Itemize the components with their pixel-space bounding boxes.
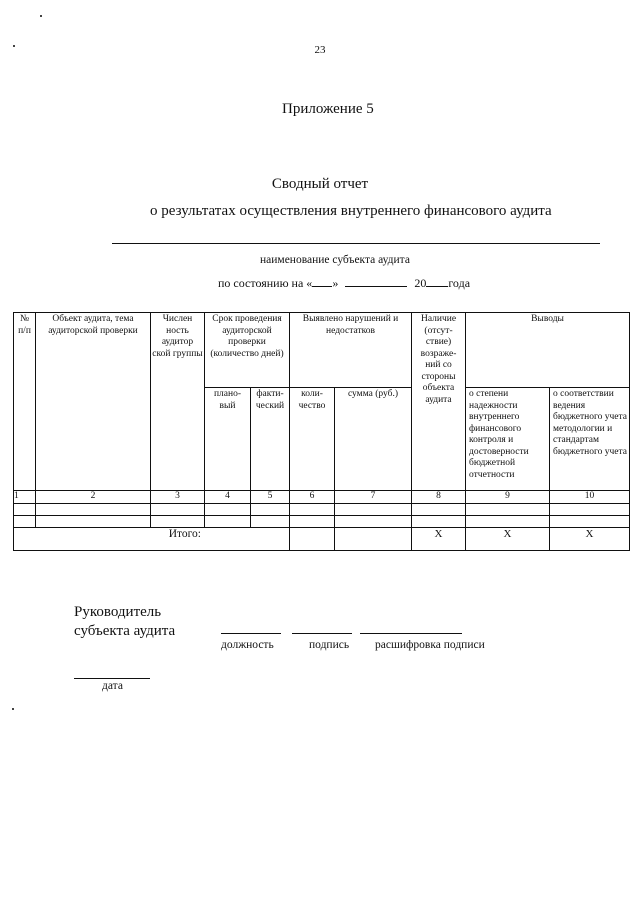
scan-speck — [12, 708, 14, 710]
column-number: 10 — [550, 491, 630, 504]
header-sum: сумма (руб.) — [335, 388, 412, 491]
report-subtitle: о результатах осуществления внутреннего финансового аудита — [150, 203, 552, 219]
decode-label: расшифровка подписи — [375, 639, 485, 651]
header-actual: факти- ческий — [251, 388, 290, 491]
position-line[interactable] — [221, 633, 281, 634]
signatory-line-1: Руководитель — [74, 604, 162, 620]
year-prefix: 20 — [414, 276, 427, 290]
date-mid: » — [332, 276, 339, 290]
column-numbers-row — [14, 491, 630, 504]
column-number: 3 — [151, 491, 205, 504]
header-term: Срок проведения аудиторской проверки (количество дней) — [205, 313, 290, 388]
header-object: Объект аудита, тема аудиторской проверки — [36, 313, 151, 491]
header-violations: Выявлено нарушений и недостатков — [290, 313, 412, 388]
signatory-line-2: субъекта аудита — [74, 623, 176, 639]
table-row[interactable] — [14, 504, 630, 516]
date-prefix: по состоянию на « — [218, 276, 313, 290]
signatory-title — [74, 603, 175, 641]
signature-label: подпись — [309, 639, 350, 651]
header-compliance: о соответствии ведения бюджетного учета методологии и стандартам бюджетного учета — [550, 388, 630, 491]
header-reliability: о степени надежности внутреннего финансового контроля и достоверности бюджетной отчетности — [466, 388, 550, 491]
column-number: 4 — [205, 491, 251, 504]
header-num: № п/п — [14, 313, 36, 491]
signature-line[interactable] — [292, 633, 352, 634]
scan-speck — [13, 45, 15, 47]
subject-name-line[interactable] — [112, 243, 600, 244]
total-mark: Х — [466, 528, 550, 551]
month-blank[interactable] — [345, 277, 407, 287]
total-mark: Х — [412, 528, 466, 551]
total-row — [14, 528, 630, 551]
page-number: 23 — [314, 44, 326, 56]
total-mark: Х — [550, 528, 630, 551]
column-number: 5 — [251, 491, 290, 504]
report-date-line — [218, 276, 470, 291]
header-staff: Числен ность аудитор ской группы — [151, 313, 205, 491]
report-title: Сводный отчет — [271, 176, 369, 192]
total-label: Итого: — [14, 528, 290, 551]
summary-report-table — [13, 312, 630, 551]
day-blank[interactable] — [312, 277, 332, 287]
column-number: 1 — [14, 491, 36, 504]
table-row[interactable] — [14, 516, 630, 528]
column-number: 7 — [335, 491, 412, 504]
appendix-label: Приложение 5 — [282, 101, 374, 117]
column-number: 9 — [466, 491, 550, 504]
subject-caption: наименование субъекта аудита — [260, 254, 410, 266]
column-number: 2 — [36, 491, 151, 504]
header-objections: Наличие (отсут- ствие) возраже- ний со стороны объекта аудита — [412, 313, 466, 491]
date-line[interactable] — [74, 678, 150, 679]
column-number: 6 — [290, 491, 335, 504]
header-conclusions: Выводы — [466, 313, 630, 388]
scan-speck — [40, 15, 42, 17]
header-planned: плано- вый — [205, 388, 251, 491]
column-number: 8 — [412, 491, 466, 504]
total-sum-cell[interactable] — [335, 528, 412, 551]
total-count-cell[interactable] — [290, 528, 335, 551]
date-label: дата — [102, 680, 123, 692]
year-blank[interactable] — [426, 277, 448, 287]
header-count: коли- чество — [290, 388, 335, 491]
decode-line[interactable] — [360, 633, 462, 634]
date-suffix: года — [448, 276, 471, 290]
position-label: должность — [221, 639, 274, 651]
